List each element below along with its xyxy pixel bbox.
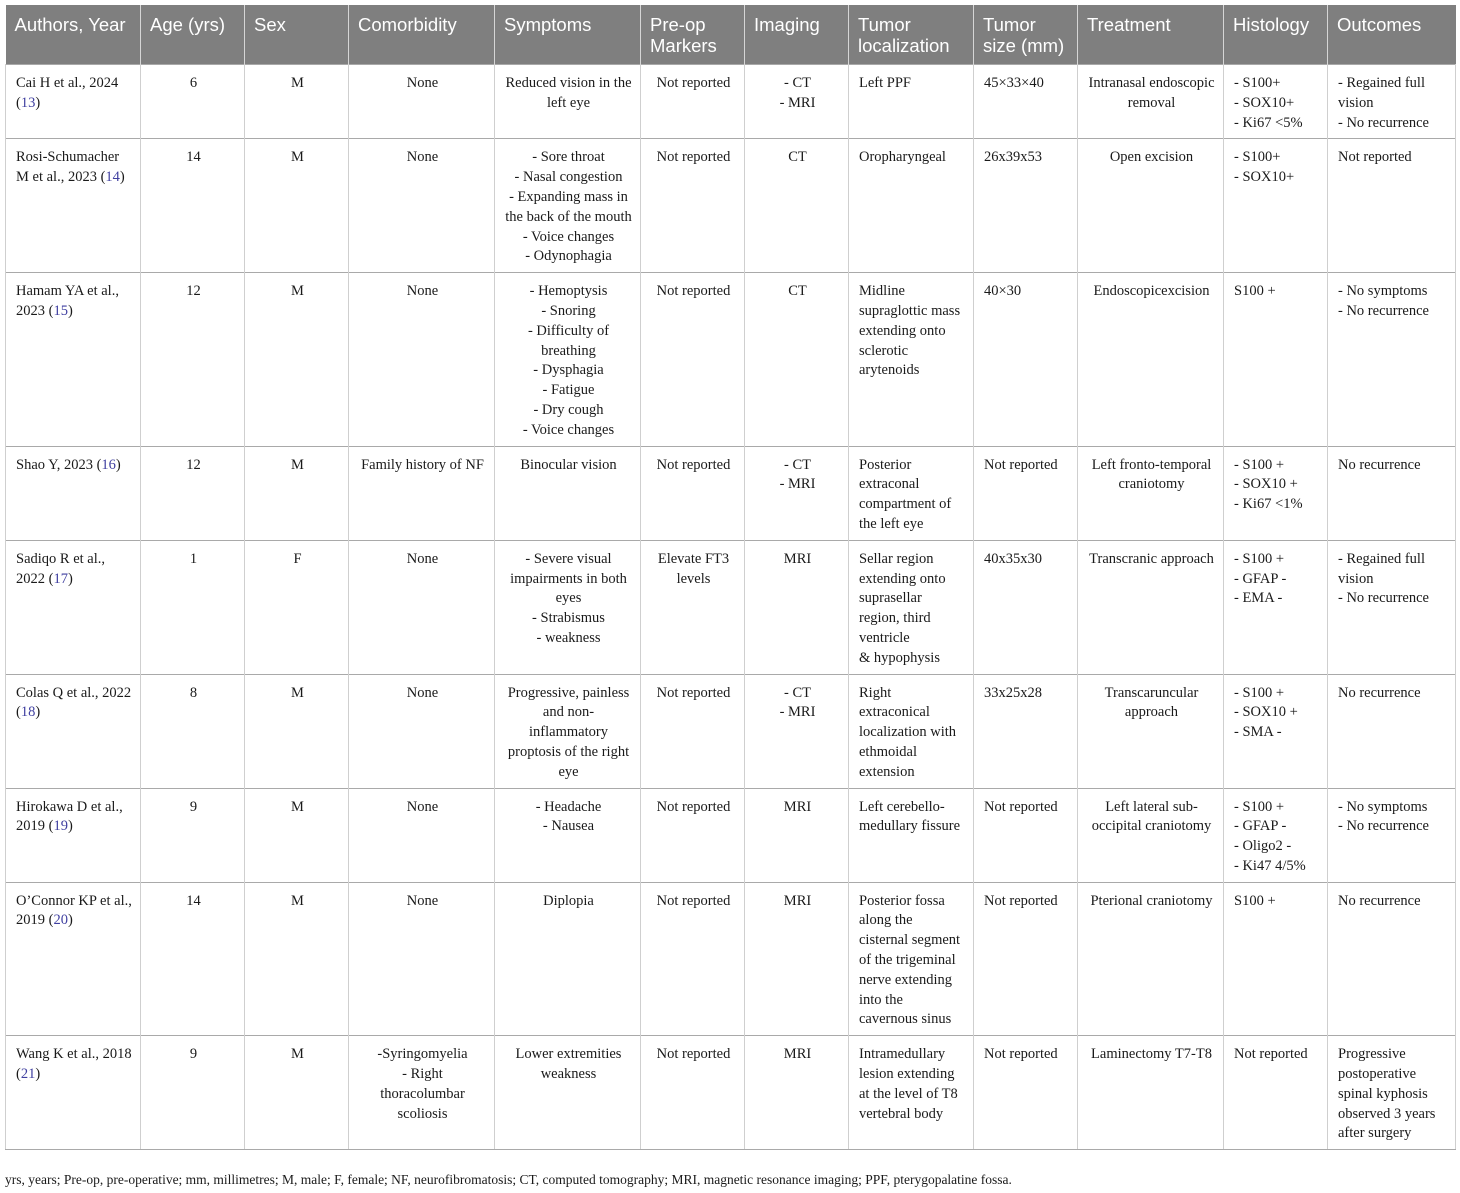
reference-link[interactable]: 19 [53,818,68,835]
histology-line: - Ki67 <1% [1234,496,1303,513]
symptoms-line: Reduced vision in the left eye [505,75,632,111]
reference-link[interactable]: 16 [101,456,116,473]
imaging-line: - MRI [779,476,816,493]
histology-line: - Ki67 <5% [1234,114,1303,131]
treatment-line: Endoscopicexcision [1093,283,1210,300]
cell-comorbidity [349,540,495,674]
sex-line: M [291,456,304,473]
age-line: 14 [186,149,201,166]
outcomes-line: - No recurrence [1338,114,1429,131]
imaging-line: MRI [783,892,812,909]
authors-text: Wang K et al., 2018 [16,1046,132,1063]
cell-localization [849,540,974,674]
reference-link[interactable]: 20 [53,912,68,929]
cell-comorbidity [349,882,495,1036]
symptoms-line: - Fatigue [542,382,595,399]
cell-sex [245,1036,349,1150]
cell-sex [245,65,349,139]
cell-imaging [745,273,849,446]
histology-line: - S100 + [1234,550,1285,567]
cell-authors: Colas Q et al., 2022 (18) [6,674,141,788]
localization-line: Posterior fossa along the cisternal segment of the trigeminal nerve extending into the cavernous sinus [859,892,961,1028]
table-header [6,5,1456,65]
treatment-line: Left lateral sub-occipital craniotomy [1091,798,1212,835]
cell-size [974,273,1078,446]
localization-line: Oropharyngeal [859,149,946,166]
histology-line: - SOX10 + [1234,476,1298,493]
column-header-localization: Tumor localization [849,5,974,65]
markers-line: Not reported [656,892,731,909]
outcomes-line: Not reported [1338,149,1412,166]
cell-markers [641,65,745,139]
markers-line: Not reported [656,456,731,473]
sex-line: M [291,283,304,300]
cell-size [974,446,1078,540]
comorbidity-line: None [406,75,439,91]
cell-histology [1224,1036,1328,1150]
cell-imaging [745,139,849,273]
sex-line: M [291,798,304,815]
symptoms-line: - weakness [536,629,601,646]
cell-outcomes [1328,446,1456,540]
size-line: Not reported [984,798,1058,815]
cell-symptoms [495,273,641,446]
cell-age [141,446,245,540]
histology-line: - SOX10+ [1234,94,1295,111]
histology-line: - Oligo2 - [1234,838,1292,855]
markers-line: Not reported [656,684,731,701]
localization-line: Intramedullary lesion extending at the level of T8 vertebral body [859,1046,958,1122]
cell-outcomes [1328,1036,1456,1150]
cell-localization [849,882,974,1036]
age-line: 6 [189,75,198,91]
authors-text: Sadiqo R et al., 2022 [16,550,106,587]
localization-line: Midline supraglottic mass extending onto sclerotic arytenoids [859,283,961,379]
cell-size [974,788,1078,882]
cell-localization [849,1036,974,1150]
cell-outcomes [1328,540,1456,674]
histology-line: - S100+ [1234,75,1281,91]
age-line: 9 [189,798,198,815]
cell-comorbidity [349,1036,495,1150]
sex-line: M [291,149,304,166]
imaging-line: - CT [784,684,811,701]
size-line: Not reported [984,456,1058,473]
symptoms-line: - Snoring [541,302,596,319]
column-header-imaging: Imaging [745,5,849,65]
size-line: 40x35x30 [984,550,1042,567]
symptoms-line: - Severe visual impairments in both eyes [510,550,627,607]
column-header-symptoms: Symptoms [495,5,641,65]
authors-text: Shao Y, 2023 [16,456,93,473]
table-row [6,674,1456,788]
authors-text: Cai H et al., 2024 [16,75,119,91]
cell-histology [1224,273,1328,446]
cell-treatment [1078,139,1224,273]
table-row [6,1036,1456,1150]
outcomes-line: - Regained full vision [1338,550,1425,587]
cell-comorbidity [349,788,495,882]
outcomes-line: - No symptoms [1338,283,1428,300]
cell-histology [1224,65,1328,139]
cell-size [974,65,1078,139]
cell-markers [641,273,745,446]
authors-text: Hirokawa D et al., 2019 [16,798,123,835]
cell-histology [1224,446,1328,540]
treatment-line: Left fronto-temporal craniotomy [1091,456,1212,493]
histology-line: - SOX10 + [1234,704,1298,721]
markers-line: Elevate FT3 levels [657,550,730,587]
outcomes-line: - No recurrence [1338,818,1429,835]
cell-size [974,139,1078,273]
cell-sex [245,540,349,674]
symptoms-line: - Dry cough [533,401,604,418]
histology-line: - Ki47 4/5% [1234,857,1306,874]
cell-imaging [745,674,849,788]
size-line: Not reported [984,1046,1058,1063]
cell-markers [641,540,745,674]
comorbidity-line: None [406,892,439,909]
symptoms-line: - Voice changes [522,228,615,245]
table-row [6,65,1456,139]
cell-age [141,788,245,882]
cell-histology [1224,882,1328,1036]
cell-markers [641,674,745,788]
column-header-size: Tumor size (mm) [974,5,1078,65]
treatment-line: Laminectomy T7-T8 [1091,1046,1212,1063]
cell-markers [641,139,745,273]
symptoms-line: - Difficulty of breathing [527,322,610,359]
outcomes-line: No recurrence [1338,684,1421,701]
reference-link[interactable]: 18 [20,704,36,721]
cell-symptoms [495,65,641,139]
cell-markers [641,1036,745,1150]
cell-histology [1224,788,1328,882]
outcomes-line: Progressive postoperative spinal kyphosis observed 3 years after surgery [1338,1046,1436,1142]
symptoms-line: - Odynophagia [525,248,612,265]
cell-age [141,139,245,273]
reference-link[interactable]: 13 [20,94,36,111]
cell-treatment [1078,1036,1224,1150]
authors-text: O’Connor KP et al., 2019 [16,892,132,929]
column-header-sex: Sex [245,5,349,65]
comorbidity-line: None [406,283,439,300]
histology-line: - SMA - [1234,724,1282,741]
cell-authors: O’Connor KP et al., 2019 (20) [6,882,141,1036]
cell-markers [641,446,745,540]
symptoms-line: - Hemoptysis [529,283,608,300]
cell-size [974,674,1078,788]
localization-line: Posterior extraconal compartment of the left eye [859,456,952,532]
size-line: 40×30 [984,283,1022,300]
cell-histology [1224,674,1328,788]
histology-line: - GFAP - [1234,570,1287,587]
reference-link[interactable]: 15 [53,302,68,319]
cell-comorbidity [349,674,495,788]
outcomes-line: - No recurrence [1338,590,1429,607]
imaging-line: MRI [783,798,812,815]
cell-imaging [745,788,849,882]
histology-line: - SOX10+ [1234,169,1295,186]
outcomes-line: - No recurrence [1338,302,1429,319]
cell-authors: Wang K et al., 2018 (21) [6,1036,141,1150]
histology-line: - S100 + [1234,798,1285,815]
cell-size [974,540,1078,674]
cell-markers [641,788,745,882]
symptoms-line: - Strabismus [532,610,605,627]
cell-age [141,674,245,788]
cell-sex [245,788,349,882]
cell-histology [1224,139,1328,273]
symptoms-line: - Expanding mass in the back of the mouth [505,188,632,225]
reference-link[interactable]: 21 [20,1066,36,1083]
imaging-line: - CT [784,75,811,91]
symptoms-line: Diplopia [543,892,594,909]
symptoms-line: - Voice changes [522,421,615,438]
reference-link[interactable]: 17 [53,570,68,587]
outcomes-line: - Regained full vision [1338,75,1425,111]
sex-line: F [293,550,302,567]
cell-age [141,1036,245,1150]
treatment-line: Intranasal endoscopic removal [1088,75,1215,111]
size-line: 45×33×40 [984,75,1044,91]
cell-treatment [1078,65,1224,139]
localization-line: Right extraconical localization with ethmoidal extension [859,684,957,780]
histology-line: - EMA - [1234,590,1283,607]
cell-sex [245,882,349,1036]
age-line: 14 [186,892,201,909]
cell-authors: Hamam YA et al., 2023 (15) [6,273,141,446]
age-line: 9 [189,1046,198,1063]
cell-imaging [745,540,849,674]
symptoms-line: Progressive, painless and non-inflammatory proptosis of the right eye [507,684,630,780]
symptoms-line: - Sore throat [532,149,605,166]
cell-sex [245,273,349,446]
table-row [6,788,1456,882]
column-header-histology: Histology [1224,5,1328,65]
histology-line: - GFAP - [1234,818,1287,835]
cell-age [141,273,245,446]
cell-treatment [1078,446,1224,540]
column-header-age: Age (yrs) [141,5,245,65]
comorbidity-line: -Syringomyelia [377,1046,468,1063]
histology-line: - S100+ [1234,149,1281,166]
cell-outcomes [1328,882,1456,1036]
cell-sex [245,139,349,273]
imaging-line: CT [788,149,807,166]
comorbidity-line: None [406,550,439,567]
treatment-line: Pterional craniotomy [1090,892,1213,909]
cell-imaging [745,446,849,540]
cell-symptoms [495,788,641,882]
cell-comorbidity [349,273,495,446]
cell-comorbidity [349,65,495,139]
sex-line: M [291,892,304,909]
cell-localization [849,674,974,788]
cell-treatment [1078,273,1224,446]
markers-line: Not reported [656,1046,731,1063]
histology-line: - S100 + [1234,456,1285,473]
imaging-line: - CT [784,456,811,473]
cell-symptoms [495,446,641,540]
reference-link[interactable]: 14 [105,169,120,186]
cell-size [974,882,1078,1036]
cell-comorbidity [349,446,495,540]
cell-outcomes [1328,65,1456,139]
cell-symptoms [495,139,641,273]
cell-authors: Rosi-Schumacher M et al., 2023 (14) [6,139,141,273]
cell-symptoms [495,882,641,1036]
column-header-authors: Authors, Year [6,5,141,65]
symptoms-line: Binocular vision [520,456,617,473]
histology-line: S100 + [1234,892,1276,909]
cell-sex [245,446,349,540]
cell-sex [245,674,349,788]
symptoms-line: - Dysphagia [533,362,604,379]
imaging-line: - MRI [779,94,816,111]
age-line: 12 [186,456,201,473]
age-line: 1 [189,550,198,567]
sex-line: M [291,684,304,701]
cell-outcomes [1328,139,1456,273]
sex-line: M [291,1046,304,1063]
cell-outcomes [1328,674,1456,788]
cell-treatment [1078,882,1224,1036]
cell-localization [849,65,974,139]
treatment-line: Open excision [1109,149,1194,166]
imaging-line: CT [788,283,807,300]
cell-localization [849,139,974,273]
cell-histology [1224,540,1328,674]
authors-text: Hamam YA et al., 2023 [16,283,119,319]
age-line: 12 [186,283,201,300]
symptoms-line: - Nausea [542,818,595,835]
symptoms-line: - Headache [535,798,602,815]
cell-markers [641,882,745,1036]
table-row [6,273,1456,446]
outcomes-line: - No symptoms [1338,798,1428,815]
cell-age [141,65,245,139]
age-line: 8 [189,684,198,701]
table-footnote: yrs, years; Pre-op, pre-operative; mm, millimetres; M, male; F, female; NF, neurofibromatosis; CT, computed tomography; MRI, magnetic resonance imaging; PPF, pterygopalatine fossa. [5,1172,1012,1187]
authors-text: Colas Q et al., 2022 [16,684,132,701]
cell-authors: Shao Y, 2023 (16) [6,446,141,540]
comorbidity-line: None [406,684,439,701]
cell-authors: Cai H et al., 2024 (13) [6,65,141,139]
localization-line: Left cerebello-medullary fissure [859,798,961,835]
cell-treatment [1078,540,1224,674]
symptoms-line: - Nasal congestion [514,169,623,186]
treatment-line: Transcaruncular approach [1104,684,1199,721]
cell-localization [849,788,974,882]
cell-symptoms [495,674,641,788]
table-header-row [6,5,1456,65]
markers-line: Not reported [656,149,731,166]
symptoms-line: Lower extremities weakness [515,1046,622,1083]
localization-line: & hypophysis [859,649,940,666]
markers-line: Not reported [656,798,731,815]
cell-authors: Hirokawa D et al., 2019 (19) [6,788,141,882]
imaging-line: MRI [783,1046,812,1063]
table-row [6,446,1456,540]
column-header-markers: Pre-op Markers [641,5,745,65]
cell-symptoms [495,1036,641,1150]
comorbidity-line: Family history of NF [361,456,484,473]
literature-table-container [5,5,1455,1150]
comorbidity-line: - Right thoracolumbar scoliosis [380,1066,465,1122]
size-line: 33x25x28 [984,684,1042,701]
histology-line: S100 + [1234,283,1276,300]
table-row [6,139,1456,273]
size-line: Not reported [984,892,1058,909]
cell-imaging [745,1036,849,1150]
treatment-line: Transcranic approach [1089,550,1214,567]
outcomes-line: No recurrence [1338,892,1421,909]
outcomes-line: No recurrence [1338,456,1421,473]
histology-line: - S100 + [1234,684,1285,701]
markers-line: Not reported [656,75,731,91]
histology-line: Not reported [1234,1046,1308,1063]
cell-treatment [1078,674,1224,788]
cell-age [141,540,245,674]
table-row [6,882,1456,1036]
cell-treatment [1078,788,1224,882]
table-body [6,65,1456,1150]
localization-line: Left PPF [859,75,911,91]
authors-text: Rosi-Schumacher M et al., 2023 [16,149,120,186]
cell-size [974,1036,1078,1150]
sex-line: M [291,75,304,91]
comorbidity-line: None [406,149,439,166]
cell-comorbidity [349,139,495,273]
column-header-treatment: Treatment [1078,5,1224,65]
localization-line: Sellar region extending onto suprasellar region, third ventricle [859,550,946,646]
cell-outcomes [1328,788,1456,882]
markers-line: Not reported [656,283,731,300]
column-header-outcomes: Outcomes [1328,5,1456,65]
size-line: 26x39x53 [984,149,1042,166]
imaging-line: - MRI [779,704,816,721]
column-header-comorbidity: Comorbidity [349,5,495,65]
cell-imaging [745,882,849,1036]
cell-authors: Sadiqo R et al., 2022 (17) [6,540,141,674]
cell-localization [849,446,974,540]
literature-table [5,5,1456,1150]
comorbidity-line: None [406,798,439,815]
cell-localization [849,273,974,446]
cell-outcomes [1328,273,1456,446]
cell-imaging [745,65,849,139]
table-row [6,540,1456,674]
imaging-line: MRI [783,550,812,567]
cell-age [141,882,245,1036]
cell-symptoms [495,540,641,674]
